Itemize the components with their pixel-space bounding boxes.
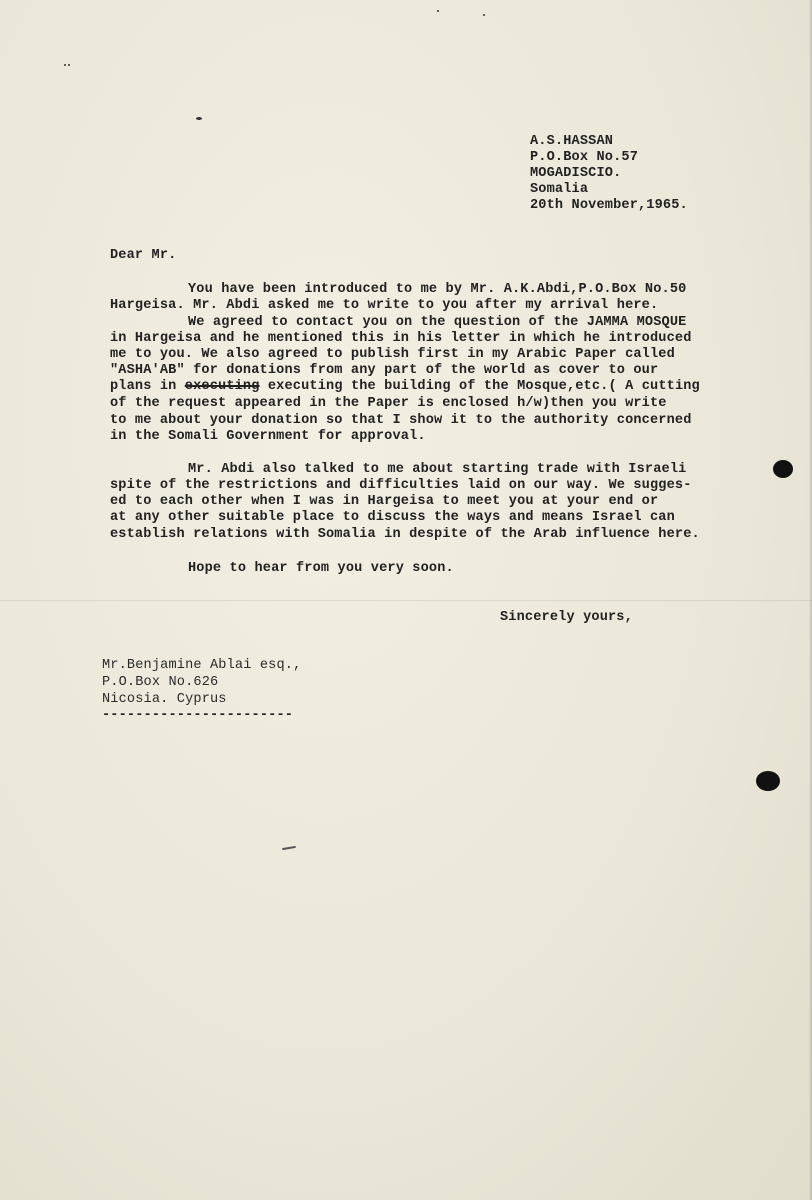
paragraph2-line: me to you. We also agreed to publish first in my Arabic Paper called [110,347,675,362]
paragraph2-line: We agreed to contact you on the question of the JAMMA MOSQUE [188,315,687,330]
sender-city: MOGADISCIO. [530,166,622,181]
paragraph2-line: in the Somali Government for approval. [110,429,426,444]
closing-line: Hope to hear from you very soon. [188,561,454,576]
paragraph3-line: spite of the restrictions and difficulties laid on our way. We sugges- [110,478,692,493]
paragraph2-line: "ASHA'AB" for donations from any part of the world as cover to our [110,363,659,378]
sender-name: A.S.HASSAN [530,134,614,149]
paper-speck [64,64,66,66]
recipient-city: Nicosia. Cyprus [102,692,227,707]
paper-speck [68,64,70,66]
line-text: plans in [110,379,185,394]
recipient-underline: ----------------------- [102,708,294,723]
recipient-name: Mr.Benjamine Ablai esq., [102,658,302,673]
salutation: Dear Mr. [110,248,177,263]
ink-blot [773,460,793,478]
paragraph3-line: at any other suitable place to discuss the ways and means Israel can [110,510,675,525]
paragraph2-line: to me about your donation so that I show it to the authority concerned [110,413,692,428]
punch-hole-mark [756,771,780,791]
paragraph2-line-with-correction [110,379,700,395]
paragraph2-line: in Hargeisa and he mentioned this in his letter in which he introduced [110,331,692,346]
letter-date: 20th November,1965. [530,198,688,213]
paragraph3-line: Mr. Abdi also talked to me about starting trade with Israeli [188,462,687,477]
paper-speck [196,117,202,120]
paragraph1-line: Hargeisa. Mr. Abdi asked me to write to you after my arrival here. [110,298,659,313]
paragraph2-line: of the request appeared in the Paper is enclosed h/w)then you write [110,396,667,411]
paper-speck [437,10,439,12]
sender-box: P.O.Box No.57 [530,150,638,165]
struck-word: executing [184,379,260,394]
paper-speck [483,14,485,16]
paragraph3-line: establish relations with Somalia in despite of the Arab influence here. [110,527,700,542]
paragraph3-line: ed to each other when I was in Hargeisa to meet you at your end or [110,494,659,509]
pencil-mark [282,846,296,850]
paper-fold [0,600,812,601]
line-text: executing the building of the Mosque,etc.( A cutting [259,379,700,394]
sender-country: Somalia [530,182,589,197]
recipient-box: P.O.Box No.626 [102,675,219,690]
signoff: Sincerely yours, [500,610,633,625]
paragraph1-line: You have been introduced to me by Mr. A.K.Abdi,P.O.Box No.50 [188,282,687,297]
